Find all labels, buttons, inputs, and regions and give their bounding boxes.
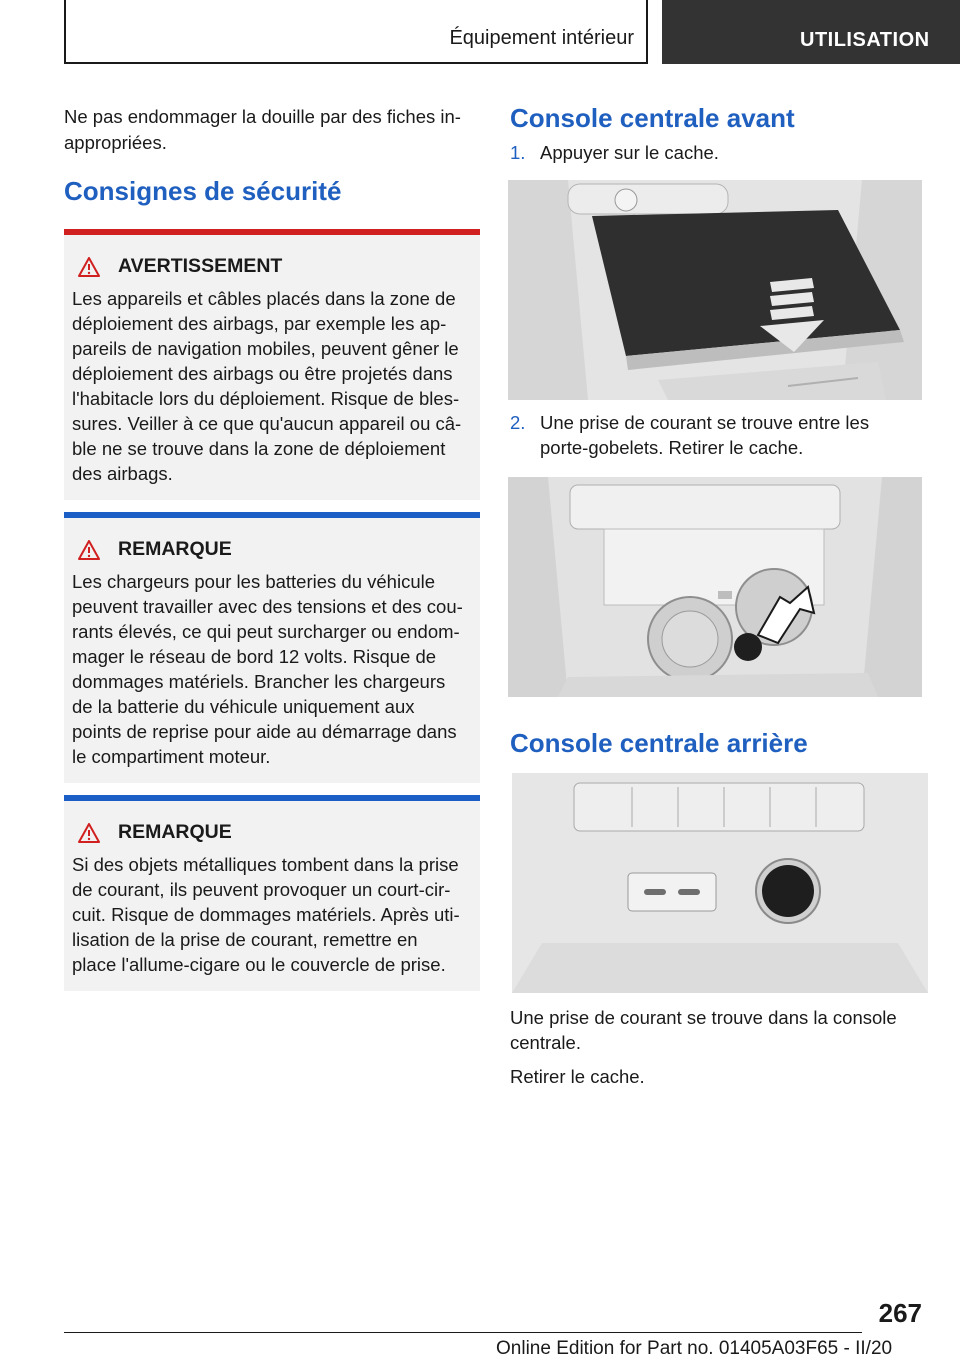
- warning-triangle-icon: [78, 257, 100, 277]
- footer-edition: Online Edition for Part no. 01405A03F65 - II/20: [496, 1338, 893, 1359]
- warning-line: des airbags.: [72, 463, 173, 484]
- notice-line: cuit. Risque de dommages matériels. Après uti-: [72, 904, 460, 925]
- notice-line: Les chargeurs pour les batteries du véhicule: [72, 571, 436, 592]
- rear-console-action: Retirer le cache.: [510, 1065, 645, 1087]
- header-section-title: Équipement intérieur: [449, 27, 634, 49]
- notice-title-row: [78, 821, 472, 844]
- notice-line: de la batterie du véhicule uniquement aux: [72, 696, 415, 717]
- rear-console-line: centrale.: [510, 1032, 581, 1053]
- notice-line: lisation de la prise de courant, remettre en: [72, 929, 418, 950]
- safety-heading: Consignes de sécurité: [64, 176, 342, 206]
- intro-paragraph: Ne pas endommager la douille par des fiches in-appropriées.: [64, 106, 461, 153]
- notice-box: [64, 795, 480, 991]
- header-chapter-tab: [662, 0, 960, 64]
- warning-line: sures. Veiller à ce que qu'aucun appareil ou câ-: [72, 413, 462, 434]
- notice-line: le compartiment moteur.: [72, 746, 271, 767]
- step-number: 1.: [510, 142, 526, 163]
- rear-console-line: Une prise de courant se trouve dans la console: [510, 1006, 897, 1028]
- notice-title: REMARQUE: [118, 538, 232, 560]
- step-number: 2.: [510, 411, 526, 433]
- right-column: [510, 100, 928, 1089]
- console-cover-drawing: [508, 180, 922, 400]
- header-section-tab: [64, 0, 648, 64]
- notice-title-row: [78, 538, 472, 561]
- rear-console-illustration: [512, 773, 928, 993]
- warning-box: [64, 229, 480, 500]
- notice-line: peuvent travailler avec des tensions et des cou-: [72, 596, 463, 617]
- front-console-heading: Console centrale avant: [510, 103, 795, 133]
- warning-line: pareils de navigation mobiles, peuvent gêner le: [72, 338, 459, 359]
- notice-box: [64, 512, 480, 783]
- notice-line: place l'allume-cigare ou le couvercle de prise.: [72, 954, 446, 975]
- step-text: Appuyer sur le cache.: [540, 142, 719, 163]
- warning-line: déploiement des airbags, par exemple les ap-: [72, 313, 447, 334]
- step-text-line: Une prise de courant se trouve entre les: [540, 411, 870, 433]
- warning-line: Les appareils et câbles placés dans la zone de: [72, 288, 456, 309]
- page-number: 267: [878, 1298, 922, 1328]
- warning-triangle-icon: [78, 540, 100, 560]
- notice-line: mager le réseau de bord 12 volts. Risque de: [72, 646, 437, 667]
- step-text-block: [540, 410, 869, 461]
- step-item: [510, 140, 928, 166]
- step-item: [510, 410, 928, 461]
- header-chapter-title: UTILISATION: [800, 29, 930, 51]
- rear-console-drawing: [512, 773, 928, 993]
- warning-line: l'habitacle lors du déploiement. Risque de bles-: [72, 388, 460, 409]
- notice-line: rants élevés, ce qui peut surcharger ou endom-: [72, 621, 460, 642]
- rear-console-heading: Console centrale arrière: [510, 727, 808, 758]
- warning-title-row: [78, 255, 472, 278]
- warning-line: déploiement des airbags ou être projetés dans: [72, 363, 453, 384]
- left-column: [64, 100, 480, 991]
- notice-line: dommages matériels. Brancher les chargeurs: [72, 671, 446, 692]
- cup-holder-drawing: [508, 477, 922, 697]
- notice-line: de courant, ils peuvent provoquer un court-cir-: [72, 879, 451, 900]
- notice-title: REMARQUE: [118, 821, 232, 843]
- cup-holder-socket-illustration: [508, 477, 922, 697]
- warning-title: AVERTISSEMENT: [118, 255, 283, 277]
- notice-line: Si des objets métalliques tombent dans la prise: [72, 854, 459, 875]
- warning-line: ble ne se trouve dans la zone de déploiement: [72, 438, 446, 459]
- notice-line: points de reprise pour aide au démarrage dans: [72, 721, 457, 742]
- step-text-line: porte-gobelets. Retirer le cache.: [540, 437, 804, 458]
- footer-divider: [64, 1332, 862, 1333]
- warning-triangle-icon: [78, 823, 100, 843]
- front-console-cover-illustration: [508, 180, 922, 400]
